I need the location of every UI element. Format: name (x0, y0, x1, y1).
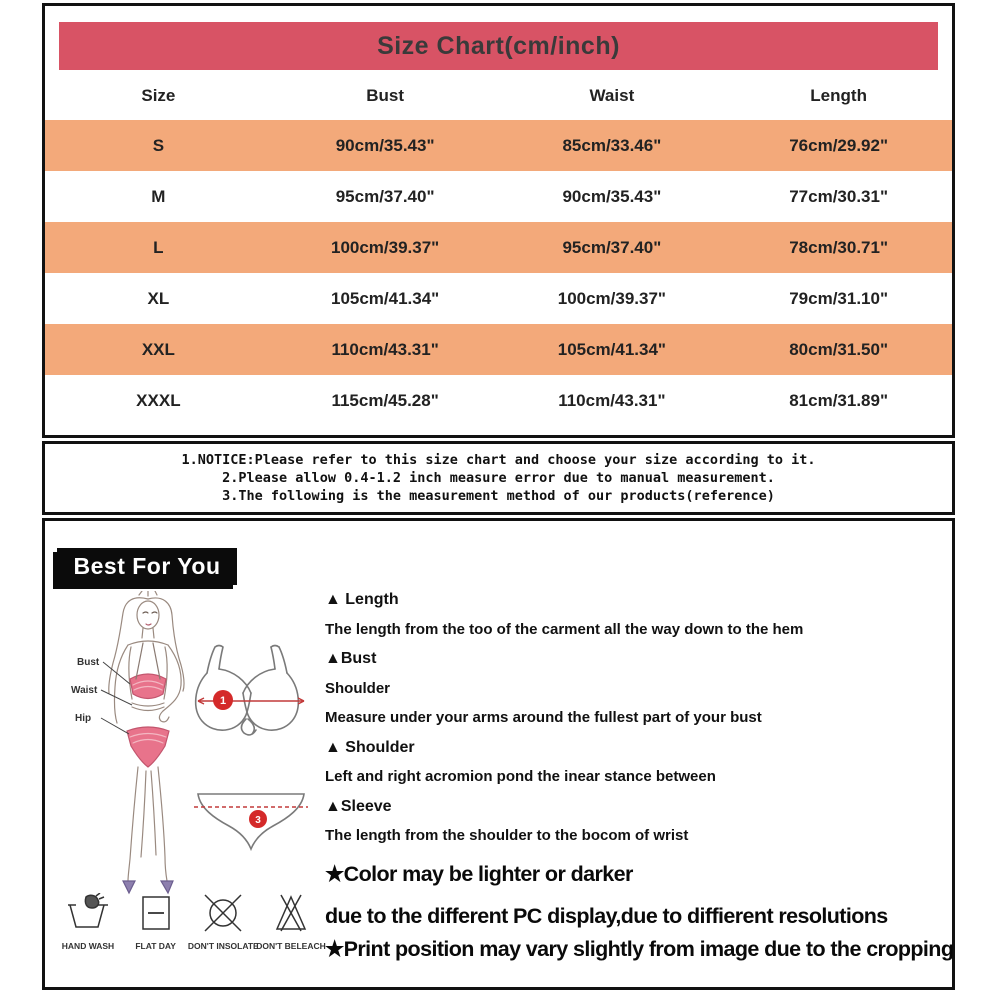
cell-bust: 110cm/43.31" (331, 339, 439, 359)
care-label: DON'T BELEACH (256, 941, 326, 951)
bra-diagram-icon (190, 643, 312, 753)
cell-length: 81cm/31.89" (789, 390, 889, 410)
table-row (45, 171, 952, 222)
best-for-you-section (42, 518, 955, 990)
dont-insolate-icon (201, 893, 245, 933)
care-item-hand-wash (57, 893, 119, 951)
note-color-disclaimer: ★Color may be lighter or darker (325, 861, 633, 886)
column-header-waist: Waist (589, 86, 635, 105)
measure-guide-column (325, 585, 955, 962)
cell-bust: 100cm/39.37" (330, 237, 440, 257)
cell-length: 78cm/30.71" (789, 237, 889, 257)
table-row (45, 324, 952, 375)
notice-line-3: 3.The following is the measurement method of our products(reference) (222, 488, 775, 504)
cell-waist: 90cm/35.43" (562, 186, 662, 206)
care-item-flat-dry (125, 893, 187, 951)
care-item-dont-bleach (256, 893, 326, 951)
figure-label-hip: Hip (75, 713, 92, 724)
measure-desc: Shoulder (325, 679, 391, 697)
model-figure (53, 591, 213, 896)
column-header-length: Length (810, 86, 867, 105)
care-label: DON'T INSOLATE (187, 941, 259, 951)
cell-size: M (151, 186, 166, 206)
cell-bust: 90cm/35.43" (335, 135, 435, 155)
column-header-size: Size (141, 86, 176, 105)
panty-diagram-icon (192, 788, 310, 852)
bra-measure-diagram (190, 643, 312, 753)
measure-desc: Measure under your arms around the fullest part of your bust (325, 709, 762, 726)
notice-section (42, 441, 955, 515)
size-chart-title: Size Chart(cm/inch) (59, 22, 938, 70)
cell-size: XL (147, 288, 170, 308)
measure-heading-length: ▲ Length (325, 591, 399, 608)
cell-waist: 95cm/37.40" (562, 237, 662, 257)
cell-length: 76cm/29.92" (789, 135, 889, 155)
cell-waist: 105cm/41.34" (557, 339, 666, 359)
panty-measure-diagram (192, 788, 310, 852)
flat-dry-icon (139, 893, 173, 933)
care-label: HAND WASH (61, 941, 115, 951)
cell-waist: 110cm/43.31" (558, 390, 666, 410)
care-instructions-row (57, 893, 326, 951)
measure-heading-sleeve: ▲Sleeve (325, 797, 392, 815)
marker-number-1: 1 (219, 695, 227, 707)
measure-heading-bust: ▲Bust (325, 650, 377, 667)
table-row (45, 375, 952, 426)
column-header-bust: Bust (366, 86, 405, 105)
woman-sketch-illustration (53, 591, 213, 896)
hand-wash-icon (66, 893, 110, 933)
measure-desc: The length from the shoulder to the bocom of wrist (325, 827, 689, 844)
cell-size: S (152, 135, 165, 155)
size-chart-header-row (45, 72, 952, 120)
figure-label-waist: Waist (71, 685, 98, 696)
measure-desc: Left and right acromion pond the inear stance between (325, 768, 716, 785)
cell-waist: 100cm/39.37" (557, 288, 666, 308)
note-display-disclaimer: due to the different PC display,due to diffierent resolutions (325, 903, 888, 928)
care-label: FLAT DAY (135, 941, 176, 951)
table-row (45, 222, 952, 273)
cell-length: 79cm/31.10" (789, 288, 889, 308)
cell-length: 80cm/31.50" (789, 339, 889, 359)
notice-line-2: 2.Please allow 0.4-1.2 inch measure error due to manual measurement. (222, 470, 775, 486)
best-for-you-banner: Best For You (57, 548, 237, 585)
marker-number-3: 3 (255, 815, 261, 826)
cell-size: XXXL (136, 390, 181, 410)
notice-line-1: 1.NOTICE:Please refer to this size chart and choose your size according to it. (181, 452, 816, 468)
figure-label-bust: Bust (77, 657, 100, 668)
cell-size: L (153, 237, 164, 257)
cell-bust: 105cm/41.34" (330, 288, 440, 308)
cell-bust: 95cm/37.40" (335, 186, 435, 206)
size-chart-section (42, 3, 955, 438)
cell-waist: 85cm/33.46" (562, 135, 662, 155)
table-row (45, 120, 952, 171)
note-print-disclaimer: ★Print position may vary slightly from image due to the cropping (325, 936, 954, 961)
dont-bleach-icon (271, 893, 311, 933)
measure-desc: The length from the too of the carment all the way down to the hem (325, 620, 804, 638)
cell-size: XXL (141, 339, 175, 359)
cell-bust: 115cm/45.28" (331, 390, 439, 410)
table-row (45, 273, 952, 324)
measure-heading-shoulder: ▲ Shoulder (325, 738, 415, 756)
care-item-dont-insolate (187, 893, 259, 951)
cell-length: 77cm/30.31" (789, 186, 889, 206)
